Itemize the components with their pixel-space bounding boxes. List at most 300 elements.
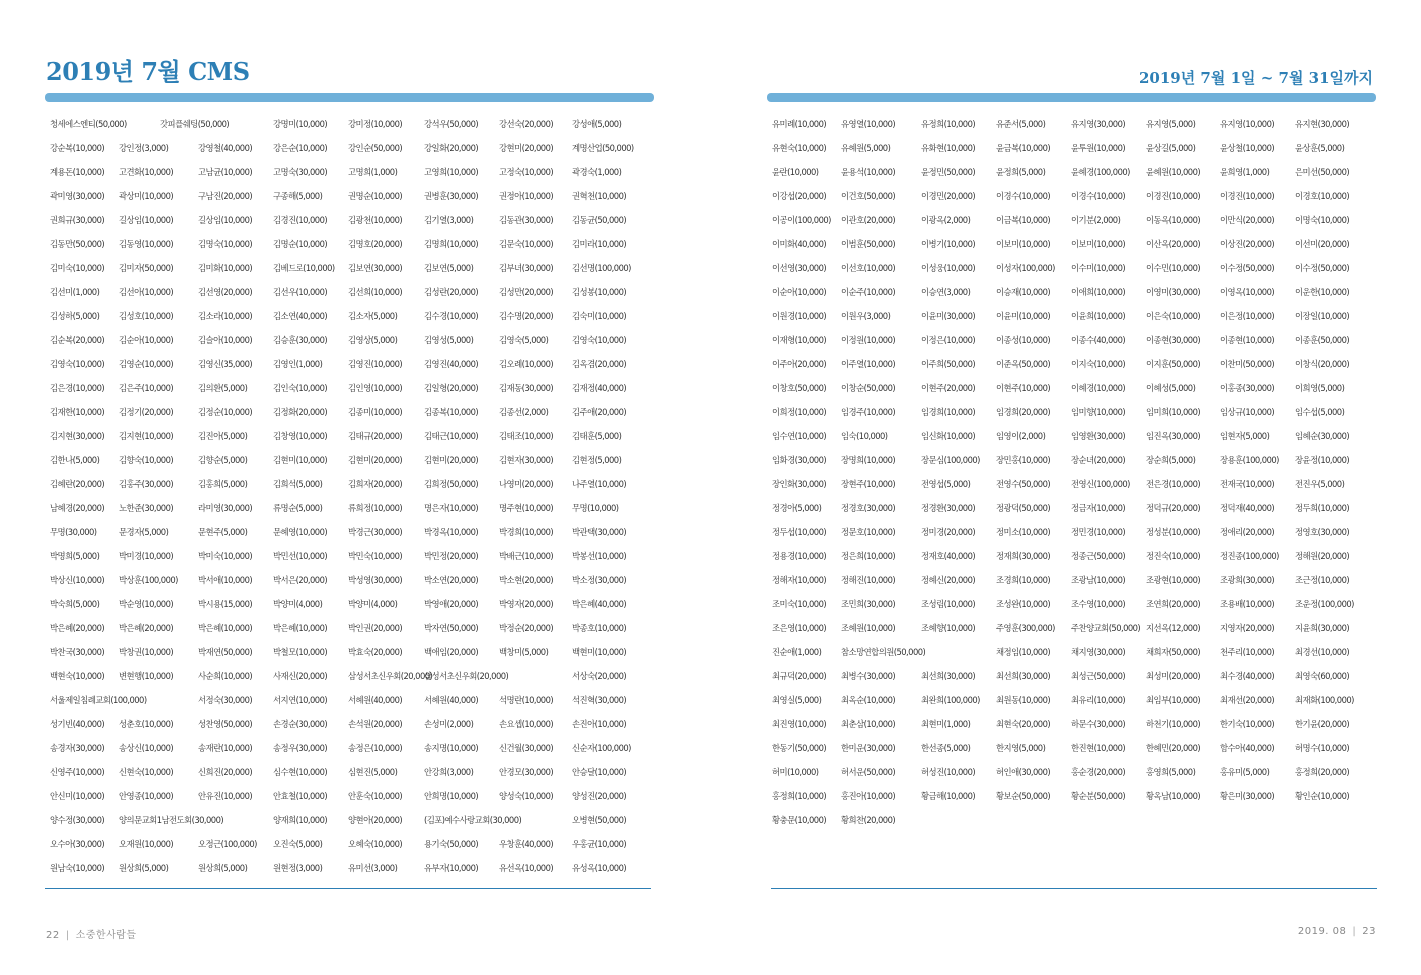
donor-entry: 윤상훈(5,000) — [1295, 143, 1345, 153]
donor-row — [50, 714, 655, 738]
donor-entry: 김희자(20,000) — [348, 479, 403, 489]
donor-row — [772, 570, 1377, 594]
donor-entry: 김영성(5,000) — [424, 335, 474, 345]
donor-entry: 문혜영(10,000) — [273, 527, 328, 537]
donor-entry: 김순복(20,000) — [50, 335, 105, 345]
donor-entry: 이주열(10,000) — [841, 359, 896, 369]
donor-entry: 조운정(100,000) — [1295, 599, 1354, 609]
donor-entry: 윤용석(10,000) — [841, 167, 896, 177]
date-range-title: 2019년 7월 1일 ~ 7월 31일까지 — [1138, 69, 1373, 87]
donor-entry: 이혜경(10,000) — [1071, 383, 1126, 393]
donor-entry: 강미정(10,000) — [348, 119, 403, 129]
donor-entry: 김명호(20,000) — [348, 239, 403, 249]
donor-entry: 장민홍(10,000) — [996, 455, 1051, 465]
donor-list-left — [50, 114, 655, 882]
donor-entry: 김미화(10,000) — [198, 263, 253, 273]
donor-entry: 이기분(2,000) — [1071, 215, 1121, 225]
donor-entry: 이보미(10,000) — [996, 239, 1051, 249]
donor-entry: 강성애(5,000) — [572, 119, 622, 129]
donor-entry: 이성웅(10,000) — [921, 263, 976, 273]
donor-row — [772, 402, 1377, 426]
donor-entry: 윤정희(5,000) — [996, 167, 1046, 177]
donor-entry: 은미선(50,000) — [1295, 167, 1350, 177]
donor-entry: 김문숙(10,000) — [499, 239, 554, 249]
donor-entry: 천주리(10,000) — [1220, 647, 1275, 657]
donor-entry: 나주열(10,000) — [572, 479, 627, 489]
donor-row — [50, 498, 655, 522]
donor-row — [50, 522, 655, 546]
donor-entry: 신희진(20,000) — [198, 767, 253, 777]
donor-entry: 정용경(10,000) — [772, 551, 827, 561]
donor-entry: 이창식(20,000) — [1295, 359, 1350, 369]
donor-entry: 오정근(100,000) — [198, 839, 257, 849]
donor-row — [50, 402, 655, 426]
donor-entry: 강현미(20,000) — [499, 143, 554, 153]
donor-entry: 김정화(20,000) — [273, 407, 328, 417]
donor-entry: 정미소(10,000) — [996, 527, 1051, 537]
donor-entry: 윤란(10,000) — [772, 167, 819, 177]
donor-entry: 삼성서초신우회(20,000) — [348, 671, 433, 681]
donor-entry: 이현주(10,000) — [996, 383, 1051, 393]
donor-entry: 박인권(20,000) — [348, 623, 403, 633]
donor-entry: 김재동(30,000) — [499, 383, 554, 393]
donor-row — [50, 426, 655, 450]
donor-entry: 김현정(5,000) — [572, 455, 622, 465]
donor-entry: 최성미(20,000) — [1146, 671, 1201, 681]
donor-entry: 박명희(5,000) — [50, 551, 100, 561]
donor-row — [50, 354, 655, 378]
donor-entry: 박은혜(20,000) — [119, 623, 174, 633]
donor-entry: 정애리(20,000) — [1220, 527, 1275, 537]
donor-entry: 박민정(20,000) — [424, 551, 479, 561]
donor-entry: 황충문(10,000) — [772, 815, 827, 825]
donor-entry: 박은혜(10,000) — [273, 623, 328, 633]
donor-entry: 박순영(10,000) — [119, 599, 174, 609]
donor-entry: 박양미(4,000) — [348, 599, 398, 609]
donor-entry: 이정원(10,000) — [841, 335, 896, 345]
donor-entry: 곽미영(30,000) — [50, 191, 105, 201]
donor-entry: 강은순(10,000) — [273, 143, 328, 153]
donor-entry: 김명희(10,000) — [424, 239, 479, 249]
donor-entry: 유화현(10,000) — [921, 143, 976, 153]
donor-entry: 김슬아(10,000) — [198, 335, 253, 345]
donor-entry: 김정기(20,000) — [119, 407, 174, 417]
donor-entry: 나영미(20,000) — [499, 479, 554, 489]
donor-entry: 송경자(30,000) — [50, 743, 105, 753]
donor-entry: 석진혁(30,000) — [572, 695, 627, 705]
donor-entry: 이범훈(50,000) — [841, 239, 896, 249]
donor-entry: 전재국(10,000) — [1220, 479, 1275, 489]
donor-row — [772, 618, 1377, 642]
donor-entry: 허서운(50,000) — [841, 767, 896, 777]
donor-row — [772, 162, 1377, 186]
donor-entry: 박양미(4,000) — [273, 599, 323, 609]
donor-entry: 박소정(30,000) — [572, 575, 627, 585]
donor-row — [50, 186, 655, 210]
donor-row — [772, 234, 1377, 258]
donor-row — [772, 810, 1377, 834]
donor-entry: 심현진(5,000) — [348, 767, 398, 777]
donor-entry: 정민경(10,000) — [1071, 527, 1126, 537]
donor-entry: 김태규(20,000) — [348, 431, 403, 441]
donor-entry: 조민희(30,000) — [841, 599, 896, 609]
donor-entry: 서울제일침례교회(100,000) — [50, 695, 147, 705]
donor-entry: 삼성서초신우회(20,000) — [424, 671, 509, 681]
donor-row — [50, 234, 655, 258]
donor-entry: 청세에스엔티(50,000) — [50, 119, 127, 129]
donor-row — [772, 762, 1377, 786]
donor-entry: 박민선(10,000) — [273, 551, 328, 561]
donor-entry: 서상숙(20,000) — [572, 671, 627, 681]
donor-entry: 김동영(10,000) — [119, 239, 174, 249]
donor-entry: 이경진(10,000) — [1146, 191, 1201, 201]
donor-entry: 이영미(30,000) — [1146, 287, 1201, 297]
donor-entry: 이운한(10,000) — [1295, 287, 1350, 297]
donor-row — [50, 546, 655, 570]
donor-entry: 우홍균(10,000) — [572, 839, 627, 849]
donor-entry: 이애희(10,000) — [1071, 287, 1126, 297]
donor-entry: 안승달(10,000) — [572, 767, 627, 777]
donor-entry: 이수민(10,000) — [1146, 263, 1201, 273]
donor-entry: 김창영(10,000) — [273, 431, 328, 441]
donor-entry: 황보순(50,000) — [996, 791, 1051, 801]
donor-entry: 최경선(10,000) — [1295, 647, 1350, 657]
donor-entry: 이보미(10,000) — [1071, 239, 1126, 249]
donor-entry: 이광옥(2,000) — [921, 215, 971, 225]
donor-entry: 김선미(1,000) — [50, 287, 100, 297]
donor-entry: 조성림(10,000) — [921, 599, 976, 609]
donor-entry: 김인숙(10,000) — [273, 383, 328, 393]
donor-entry: 구종해(5,000) — [273, 191, 323, 201]
donor-row — [50, 762, 655, 786]
donor-entry: 황순분(50,000) — [1071, 791, 1126, 801]
donor-entry: 유지영(10,000) — [1220, 119, 1275, 129]
donor-entry: 박시용(15,000) — [198, 599, 253, 609]
donor-entry: 한기윤(20,000) — [1295, 719, 1350, 729]
donor-entry: 한진현(10,000) — [1071, 743, 1126, 753]
donor-row — [50, 114, 655, 138]
donor-entry: 서정숙(30,000) — [198, 695, 253, 705]
donor-entry: 조광현(10,000) — [1146, 575, 1201, 585]
donor-entry: 최영숙(60,000) — [1295, 671, 1350, 681]
donor-entry: 윤정민(50,000) — [921, 167, 976, 177]
issue-date: 2019. 08 — [1297, 926, 1347, 937]
donor-entry: 유영열(10,000) — [841, 119, 896, 129]
donor-entry: 홍정희(20,000) — [1295, 767, 1350, 777]
donor-entry: 김주애(20,000) — [572, 407, 627, 417]
donor-entry: 이혜성(5,000) — [1146, 383, 1196, 393]
donor-entry: 이경수(10,000) — [996, 191, 1051, 201]
donor-entry: 남혜경(20,000) — [50, 503, 105, 513]
donor-entry: 이선미(20,000) — [1295, 239, 1350, 249]
donor-entry: 변현행(10,000) — [119, 671, 174, 681]
donor-entry: 김성만(20,000) — [499, 287, 554, 297]
donor-entry: 윤상길(5,000) — [1146, 143, 1196, 153]
donor-entry: 용기숙(50,000) — [424, 839, 479, 849]
bottom-rule-left — [45, 888, 651, 889]
donor-entry: 이공이(100,000) — [772, 215, 831, 225]
donor-entry: 정진종(100,000) — [1220, 551, 1279, 561]
donor-entry: 조미숙(10,000) — [772, 599, 827, 609]
donor-entry: 이순아(10,000) — [772, 287, 827, 297]
donor-entry: 안영종(10,000) — [119, 791, 174, 801]
donor-entry: 정경아(5,000) — [772, 503, 822, 513]
donor-entry: 최현숙(20,000) — [996, 719, 1051, 729]
donor-entry: 이경수(10,000) — [1071, 191, 1126, 201]
donor-entry: 최병수(30,000) — [841, 671, 896, 681]
donor-entry: 임경희(10,000) — [921, 407, 976, 417]
donor-entry: 곽경숙(1,000) — [572, 167, 622, 177]
donor-row — [772, 450, 1377, 474]
donor-entry: 윤금복(10,000) — [996, 143, 1051, 153]
donor-entry: 유미선(3,000) — [348, 863, 398, 873]
donor-entry: 박관택(30,000) — [572, 527, 627, 537]
donor-entry: 조수영(10,000) — [1071, 599, 1126, 609]
donor-row — [50, 858, 655, 882]
donor-entry: 손성미(2,000) — [424, 719, 474, 729]
donor-entry: 임진옥(30,000) — [1146, 431, 1201, 441]
donor-entry: 안훈숙(10,000) — [348, 791, 403, 801]
donor-entry: 참소망연합의원(50,000) — [841, 647, 926, 657]
donor-entry: 김진아(5,000) — [198, 431, 248, 441]
donor-entry: 이지숙(10,000) — [1071, 359, 1126, 369]
donor-entry: 강영철(40,000) — [198, 143, 253, 153]
donor-entry: 이재형(10,000) — [772, 335, 827, 345]
donor-entry: 갓피플쉐팅(50,000) — [160, 119, 230, 129]
donor-entry: 안희명(10,000) — [424, 791, 479, 801]
donor-entry: 유성옥(10,000) — [572, 863, 627, 873]
donor-row — [50, 138, 655, 162]
donor-entry: 최수경(40,000) — [1220, 671, 1275, 681]
donor-entry: 박영자(20,000) — [499, 599, 554, 609]
donor-row — [772, 258, 1377, 282]
donor-entry: 이승재(10,000) — [996, 287, 1051, 297]
donor-entry: 김선우(10,000) — [273, 287, 328, 297]
donor-entry: 홍영희(5,000) — [1146, 767, 1196, 777]
donor-entry: 이관호(20,000) — [841, 215, 896, 225]
donor-entry: 박경희(10,000) — [499, 527, 554, 537]
donor-entry: 유미례(10,000) — [772, 119, 827, 129]
donor-entry: 김오례(10,000) — [499, 359, 554, 369]
donor-entry: 윤혜원(10,000) — [1146, 167, 1201, 177]
donor-entry: 서지연(10,000) — [273, 695, 328, 705]
title-underline-bar — [45, 93, 654, 102]
donor-entry: 명은자(10,000) — [424, 503, 479, 513]
donor-entry: 이종수(40,000) — [1071, 335, 1126, 345]
donor-entry: 김현자(30,000) — [499, 455, 554, 465]
donor-entry: 양수정(30,000) — [50, 815, 105, 825]
donor-entry: 한선종(5,000) — [921, 743, 971, 753]
donor-entry: 우창훈(40,000) — [499, 839, 554, 849]
donor-entry: 진순애(1,000) — [772, 647, 822, 657]
donor-entry: 조경희(10,000) — [996, 575, 1051, 585]
donor-entry: 심수현(10,000) — [273, 767, 328, 777]
donor-row — [772, 594, 1377, 618]
donor-entry: 임화경(30,000) — [772, 455, 827, 465]
donor-entry: 박봉선(10,000) — [572, 551, 627, 561]
donor-entry: 최원동(10,000) — [996, 695, 1051, 705]
donor-entry: 구남진(20,000) — [198, 191, 253, 201]
donor-entry: 조은영(10,000) — [772, 623, 827, 633]
donor-entry: 계용돈(10,000) — [50, 167, 105, 177]
donor-entry: 이건호(50,000) — [841, 191, 896, 201]
donor-row — [50, 834, 655, 858]
donor-entry: 안경모(30,000) — [499, 767, 554, 777]
donor-entry: 김혜란(20,000) — [50, 479, 105, 489]
donor-entry: 오병현(50,000) — [572, 815, 627, 825]
donor-entry: 고남균(10,000) — [198, 167, 253, 177]
page-title: 2019년 7월 CMS — [46, 57, 250, 86]
donor-entry: 정해자(10,000) — [772, 575, 827, 585]
donor-entry: 장용훈(100,000) — [1220, 455, 1279, 465]
donor-row — [50, 282, 655, 306]
donor-entry: 이원우(3,000) — [841, 311, 891, 321]
donor-entry: 허인애(30,000) — [996, 767, 1051, 777]
donor-entry: 최재선(20,000) — [1220, 695, 1275, 705]
donor-entry: 김영상(5,000) — [348, 335, 398, 345]
donor-entry: 김한나(5,000) — [50, 455, 100, 465]
donor-entry: 안유진(10,000) — [198, 791, 253, 801]
donor-entry: 최선희(30,000) — [996, 671, 1051, 681]
donor-entry: 고영희(10,000) — [424, 167, 479, 177]
donor-entry: 박민숙(10,000) — [348, 551, 403, 561]
donor-entry: 강인순(50,000) — [348, 143, 403, 153]
donor-entry: 정두섭(10,000) — [772, 527, 827, 537]
donor-entry: 오혜숙(10,000) — [348, 839, 403, 849]
donor-entry: 류희정(10,000) — [348, 503, 403, 513]
donor-entry: 정덕재(40,000) — [1220, 503, 1275, 513]
donor-entry: 김은경(10,000) — [50, 383, 105, 393]
donor-row — [772, 498, 1377, 522]
donor-entry: 사순희(10,000) — [198, 671, 253, 681]
donor-entry: 유선옥(10,000) — [499, 863, 554, 873]
donor-entry: 송재란(10,000) — [198, 743, 253, 753]
donor-entry: 한동기(50,000) — [772, 743, 827, 753]
donor-entry: 임영환(30,000) — [1071, 431, 1126, 441]
donor-row — [772, 138, 1377, 162]
donor-entry: 김보연(30,000) — [348, 263, 403, 273]
donor-entry: 이수정(50,000) — [1220, 263, 1275, 273]
donor-entry: 전진우(5,000) — [1295, 479, 1345, 489]
donor-entry: 박은혜(10,000) — [198, 623, 253, 633]
donor-entry: 장순녀(20,000) — [1071, 455, 1126, 465]
donor-entry: 이순주(10,000) — [841, 287, 896, 297]
donor-entry: 지선옥(12,000) — [1146, 623, 1201, 633]
donor-entry: 박배근(10,000) — [499, 551, 554, 561]
donor-entry: 정미경(20,000) — [921, 527, 976, 537]
donor-entry: 김미숙(10,000) — [50, 263, 105, 273]
donor-row — [50, 378, 655, 402]
donor-entry: 송상신(10,000) — [119, 743, 174, 753]
donor-row — [772, 738, 1377, 762]
donor-row — [772, 714, 1377, 738]
donor-entry: 김성봉(10,000) — [572, 287, 627, 297]
donor-entry: 박자연(50,000) — [424, 623, 479, 633]
donor-entry: 고정숙(10,000) — [499, 167, 554, 177]
donor-entry: 백현미(10,000) — [572, 647, 627, 657]
donor-row — [50, 786, 655, 810]
donor-entry: 박경옥(10,000) — [424, 527, 479, 537]
donor-entry: 오진숙(5,000) — [273, 839, 323, 849]
donor-row — [50, 618, 655, 642]
donor-entry: 임신화(10,000) — [921, 431, 976, 441]
donor-row — [772, 522, 1377, 546]
donor-entry: 박재연(50,000) — [198, 647, 253, 657]
donor-entry: 이선호(10,000) — [841, 263, 896, 273]
donor-entry: 조근정(10,000) — [1295, 575, 1350, 585]
donor-entry: 이주아(20,000) — [772, 359, 827, 369]
donor-entry: 이희정(10,000) — [772, 407, 827, 417]
donor-entry: 임경희(20,000) — [996, 407, 1051, 417]
page-number: 22 — [46, 930, 60, 941]
donor-entry: 김종선(2,000) — [499, 407, 549, 417]
donor-entry: 홍진아(10,000) — [841, 791, 896, 801]
donor-entry: 윤희영(1,000) — [1220, 167, 1270, 177]
donor-entry: 정은희(10,000) — [841, 551, 896, 561]
donor-entry: 장윤정(10,000) — [1295, 455, 1350, 465]
donor-entry: 이윤미(30,000) — [921, 311, 976, 321]
donor-entry: 이산옥(20,000) — [1146, 239, 1201, 249]
donor-row — [50, 690, 655, 714]
donor-entry: 최유리(10,000) — [1071, 695, 1126, 705]
donor-entry: 권정아(10,000) — [499, 191, 554, 201]
donor-entry: 이은숙(10,000) — [1146, 311, 1201, 321]
donor-entry: 이종성(10,000) — [996, 335, 1051, 345]
donor-entry: 박서애(10,000) — [198, 575, 253, 585]
donor-entry: 김현미(20,000) — [348, 455, 403, 465]
donor-entry: 안신미(10,000) — [50, 791, 105, 801]
donor-entry: 채지영(30,000) — [1071, 647, 1126, 657]
donor-entry: 지영자(20,000) — [1220, 623, 1275, 633]
donor-row — [50, 570, 655, 594]
donor-entry: 하천기(10,000) — [1146, 719, 1201, 729]
donor-entry: 이은정(10,000) — [1220, 311, 1275, 321]
donor-entry: 서혜원(40,000) — [348, 695, 403, 705]
donor-entry: 박은혜(40,000) — [572, 599, 627, 609]
donor-entry: 유부자(10,000) — [424, 863, 479, 873]
donor-row — [50, 474, 655, 498]
donor-entry: 신현숙(10,000) — [119, 767, 174, 777]
donor-entry: 이동옥(10,000) — [1146, 215, 1201, 225]
donor-entry: 김현미(10,000) — [273, 455, 328, 465]
donor-entry: 이창순(50,000) — [841, 383, 896, 393]
donor-entry: 김영인(1,000) — [273, 359, 323, 369]
donor-row — [772, 378, 1377, 402]
donor-entry: 이홍종(30,000) — [1220, 383, 1275, 393]
donor-entry: 김명순(10,000) — [273, 239, 328, 249]
donor-entry: 김태훈(5,000) — [572, 431, 622, 441]
donor-entry: 정광덕(50,000) — [996, 503, 1051, 513]
donor-entry: 홍유미(5,000) — [1220, 767, 1270, 777]
footer-left — [46, 926, 137, 941]
donor-entry: 이종훈(50,000) — [1295, 335, 1350, 345]
donor-entry: 김보연(5,000) — [424, 263, 474, 273]
donor-entry: 전은경(10,000) — [1146, 479, 1201, 489]
donor-entry: 박숙희(5,000) — [50, 599, 100, 609]
donor-entry: 김동만(50,000) — [50, 239, 105, 249]
donor-entry: 정혜신(20,000) — [921, 575, 976, 585]
donor-entry: 임수연(10,000) — [772, 431, 827, 441]
donor-list-right — [772, 114, 1377, 834]
donor-entry: 한미운(30,000) — [841, 743, 896, 753]
donor-entry: 장현주(10,000) — [841, 479, 896, 489]
donor-entry: 김재한(10,000) — [50, 407, 105, 417]
donor-entry: 김순아(10,000) — [119, 335, 174, 345]
donor-row — [772, 546, 1377, 570]
title-underline-bar — [767, 93, 1376, 102]
donor-entry: 성찬영(50,000) — [198, 719, 253, 729]
donor-row — [772, 306, 1377, 330]
